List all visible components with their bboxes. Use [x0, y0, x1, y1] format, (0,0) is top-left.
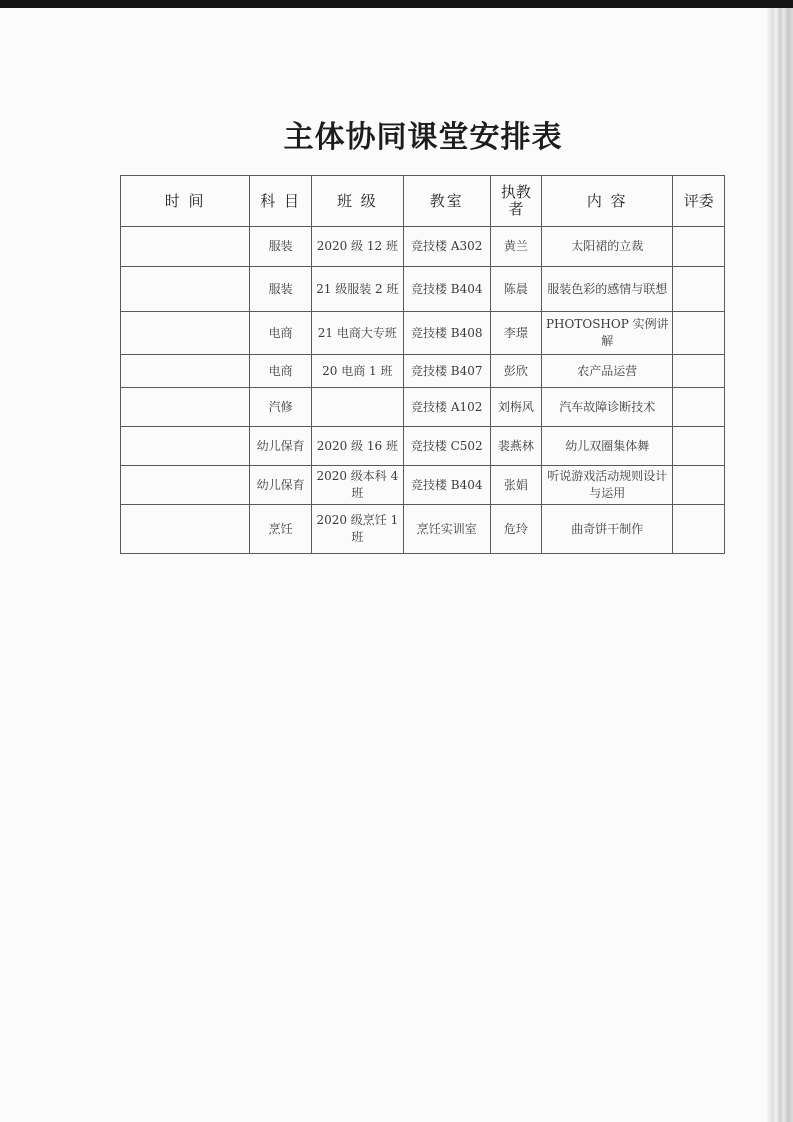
cell-time	[121, 267, 250, 312]
cell-teacher: 张娟	[490, 466, 542, 505]
cell-subject: 服装	[250, 227, 312, 267]
cell-subject: 汽修	[250, 388, 312, 427]
cell-content: 曲奇饼干制作	[542, 505, 673, 554]
schedule-table	[120, 175, 725, 554]
cell-teacher: 刘栴风	[490, 388, 542, 427]
cell-subject: 服装	[250, 267, 312, 312]
cell-time	[121, 505, 250, 554]
cell-room: 竞技楼 A102	[403, 388, 490, 427]
cell-teacher: 陈晨	[490, 267, 542, 312]
cell-judge	[673, 312, 725, 355]
cell-judge	[673, 505, 725, 554]
cell-room: 竞技楼 C502	[403, 427, 490, 466]
cell-class	[311, 388, 403, 427]
cell-room: 烹饪实训室	[403, 505, 490, 554]
cell-judge	[673, 466, 725, 505]
cell-class: 2020 级本科 4 班	[311, 466, 403, 505]
cell-time	[121, 388, 250, 427]
cell-class: 2020 级烹饪 1 班	[311, 505, 403, 554]
scan-right-edge	[767, 8, 793, 1122]
header-content: 内 容	[542, 176, 673, 227]
cell-subject: 电商	[250, 312, 312, 355]
cell-subject: 幼儿保育	[250, 466, 312, 505]
header-teacher: 执教者	[490, 176, 542, 227]
cell-teacher: 裴燕林	[490, 427, 542, 466]
cell-time	[121, 466, 250, 505]
cell-class: 21 级服装 2 班	[311, 267, 403, 312]
table-row	[121, 388, 725, 427]
cell-content: 幼儿双圈集体舞	[542, 427, 673, 466]
table-row	[121, 227, 725, 267]
cell-content: 太阳裙的立裁	[542, 227, 673, 267]
cell-room: 竞技楼 B404	[403, 267, 490, 312]
table-row	[121, 312, 725, 355]
cell-room: 竞技楼 B404	[403, 466, 490, 505]
header-judge: 评委	[673, 176, 725, 227]
cell-subject: 幼儿保育	[250, 427, 312, 466]
cell-time	[121, 312, 250, 355]
cell-teacher: 李璟	[490, 312, 542, 355]
cell-content: 服装色彩的感情与联想	[542, 267, 673, 312]
cell-teacher: 黄兰	[490, 227, 542, 267]
cell-class: 2020 级 12 班	[311, 227, 403, 267]
table-row	[121, 267, 725, 312]
table-row	[121, 505, 725, 554]
table-row	[121, 427, 725, 466]
cell-subject: 烹饪	[250, 505, 312, 554]
cell-content: 农产品运营	[542, 355, 673, 388]
cell-judge	[673, 267, 725, 312]
cell-content: PHOTOSHOP 实例讲解	[542, 312, 673, 355]
cell-class: 21 电商大专班	[311, 312, 403, 355]
cell-content: 汽车故障诊断技术	[542, 388, 673, 427]
cell-room: 竞技楼 A302	[403, 227, 490, 267]
table-header-row	[121, 176, 725, 227]
cell-judge	[673, 227, 725, 267]
cell-judge	[673, 427, 725, 466]
page-title: 主体协同课堂安排表	[283, 120, 563, 155]
cell-teacher: 危玲	[490, 505, 542, 554]
cell-room: 竞技楼 B408	[403, 312, 490, 355]
cell-subject: 电商	[250, 355, 312, 388]
cell-judge	[673, 388, 725, 427]
scan-top-edge	[0, 0, 793, 8]
cell-room: 竞技楼 B407	[403, 355, 490, 388]
cell-judge	[673, 355, 725, 388]
cell-time	[121, 355, 250, 388]
cell-class: 2020 级 16 班	[311, 427, 403, 466]
header-time: 时 间	[121, 176, 250, 227]
header-class: 班 级	[311, 176, 403, 227]
cell-class: 20 电商 1 班	[311, 355, 403, 388]
cell-time	[121, 427, 250, 466]
cell-content: 听说游戏活动规则设计与运用	[542, 466, 673, 505]
header-subject: 科 目	[250, 176, 312, 227]
cell-time	[121, 227, 250, 267]
table-row	[121, 355, 725, 388]
header-room: 教室	[403, 176, 490, 227]
table-row	[121, 466, 725, 505]
cell-teacher: 彭欣	[490, 355, 542, 388]
